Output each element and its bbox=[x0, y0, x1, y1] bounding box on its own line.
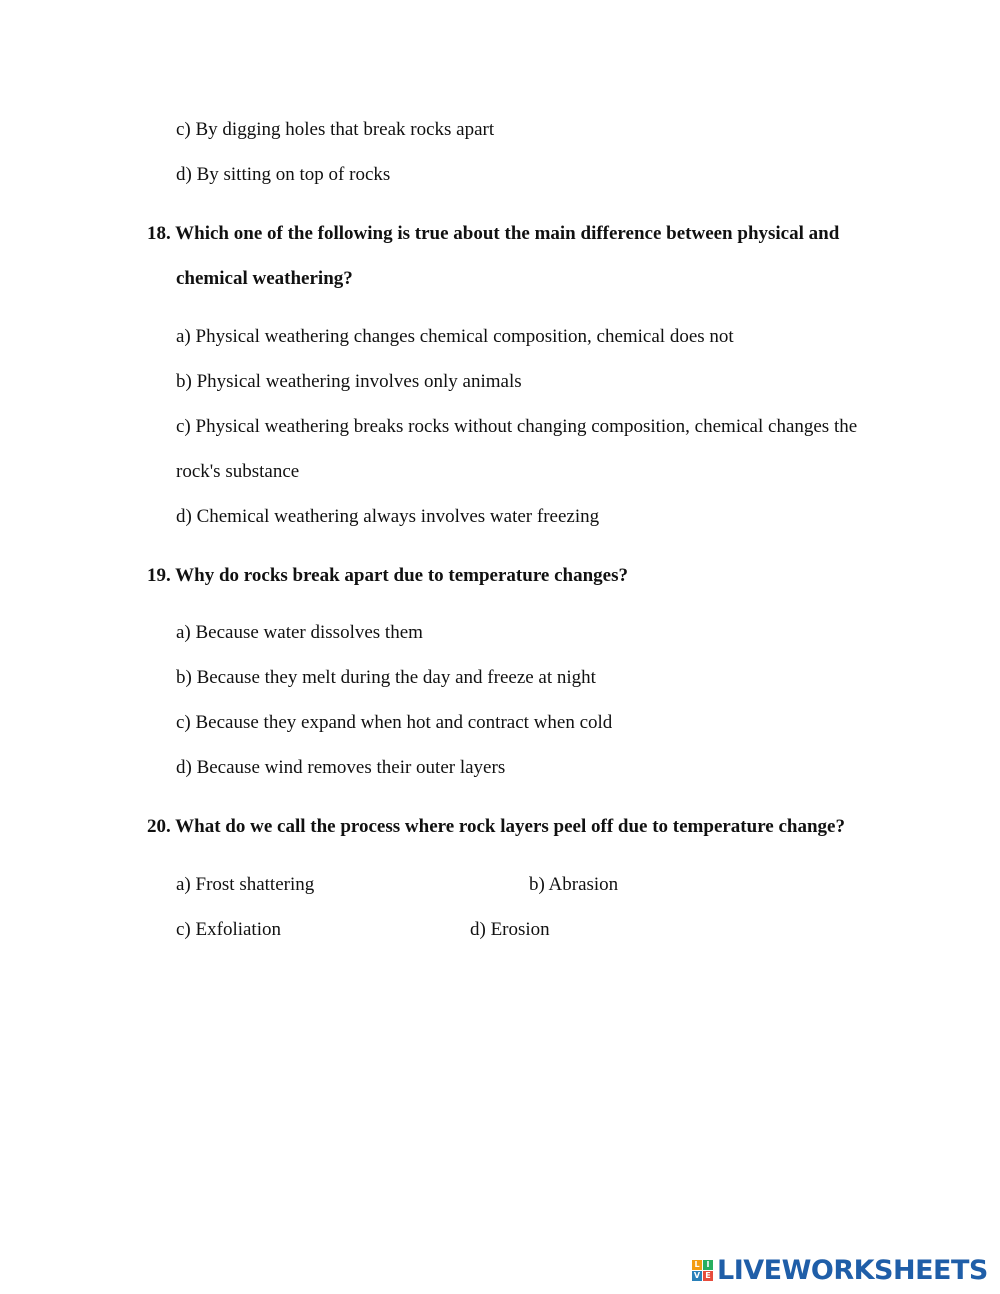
q20-question: 20. What do we call the process where rock layers peel off due to temperature change? bbox=[147, 816, 845, 837]
q18-option-c-continued: rock's substance bbox=[176, 461, 300, 482]
q18-option-b: b) Physical weathering involves only animals bbox=[176, 371, 522, 392]
q18-option-a: a) Physical weathering changes chemical composition, chemical does not bbox=[176, 326, 734, 347]
q20-option-d: d) Erosion bbox=[470, 919, 550, 940]
q20-option-b: b) Abrasion bbox=[529, 874, 619, 895]
liveworksheets-brand: LIVEWORKSHEETS bbox=[717, 1254, 988, 1286]
q20-option-a: a) Frost shattering bbox=[176, 874, 315, 895]
liveworksheets-logo bbox=[692, 1254, 988, 1286]
q18-option-c: c) Physical weathering breaks rocks without changing composition, chemical changes the bbox=[176, 416, 858, 437]
logo-tile: V bbox=[693, 1270, 701, 1280]
liveworksheets-logo-icon bbox=[692, 1260, 713, 1281]
q19-option-b: b) Because they melt during the day and freeze at night bbox=[176, 667, 596, 688]
q19-option-d: d) Because wind removes their outer layers bbox=[176, 757, 506, 778]
q20-option-c: c) Exfoliation bbox=[176, 919, 281, 940]
q19-option-a: a) Because water dissolves them bbox=[176, 622, 423, 643]
q18-question: 18. Which one of the following is true about the main difference between physical and bbox=[147, 223, 840, 244]
q17-option-c: c) By digging holes that break rocks apart bbox=[176, 119, 495, 140]
logo-tile: E bbox=[703, 1271, 713, 1281]
q19-option-c: c) Because they expand when hot and contract when cold bbox=[176, 712, 613, 733]
logo-tile: L bbox=[692, 1260, 702, 1270]
q19-question: 19. Why do rocks break apart due to temperature changes? bbox=[147, 565, 628, 586]
q18-question-continued: chemical weathering? bbox=[176, 268, 353, 289]
q17-option-d: d) By sitting on top of rocks bbox=[176, 164, 391, 185]
logo-tile: I bbox=[703, 1260, 713, 1270]
q18-option-d: d) Chemical weathering always involves water freezing bbox=[176, 506, 600, 527]
